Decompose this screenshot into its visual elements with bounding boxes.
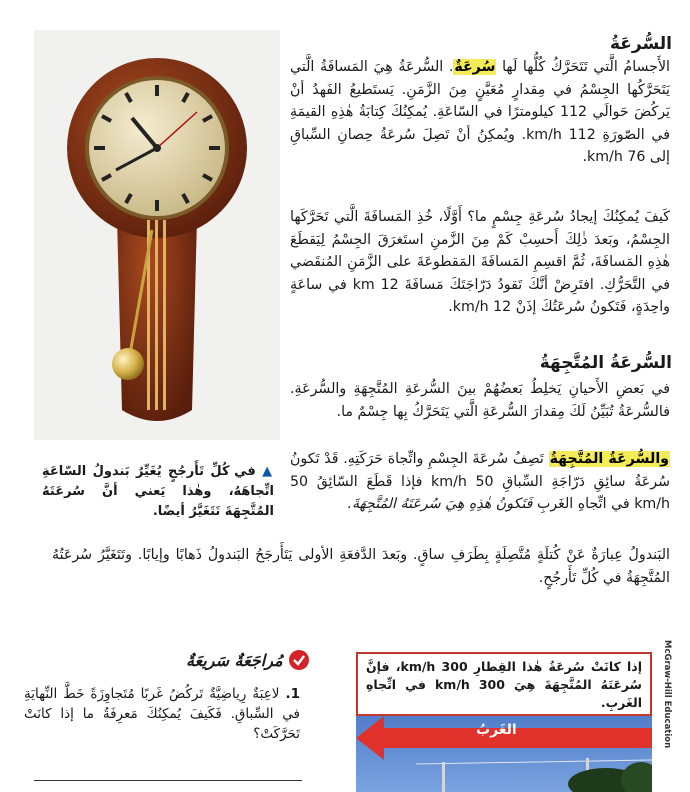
caption-triangle-icon: ▲ [262, 464, 275, 479]
velocity-heading: السُّرعَةُ المُتَّجِهَةُ [539, 353, 672, 373]
paragraph-text: تَصِفُ سُرعَةَ الجِسْمِ واتِّجاهَ حَرَكَتِهِ. قَدْ تَكونُ سُرعَةُ سائِقِ دَرّاجَةِ السِّباقِ 50 km/h فإذا قَطَعَ السّائِقُ 50 km/h في اتِّجاهِ الغَربِ [290, 451, 670, 512]
photo-credit [658, 640, 678, 790]
speed-heading: السُّرعَةُ [609, 34, 672, 54]
paragraph-text: الأَجسامُ الَّتي تَتَحَرَّكُ كُلُّها لَها [496, 59, 670, 75]
speed-term-highlight: سُرعَةٌ [454, 59, 496, 75]
quick-review-title [186, 650, 309, 670]
clock-caption [42, 462, 274, 522]
photo-credit-text: McGraw-Hill Education [662, 640, 672, 749]
velocity-confusion-paragraph: في بَعضِ الأَحيانِ يَخلِطُ بَعضُهُمْ بينَ السُّرعَةِ المُتَّجِهَةِ والسُّرعَةِ. فالسُّرعَةُ تُبَيِّنُ لَكَ مِقدارَ السُّرعَةِ الَّتي يَتَحَرَّكُ بِها جِسْمٌ ما. [290, 381, 670, 420]
velocity-term-highlight: والسُّرعَةُ المُتَّجِهَةُ [549, 451, 669, 467]
pendulum-clock-photo [34, 30, 280, 440]
answer-line [34, 780, 302, 781]
pendulum-paragraph: البَندولُ عِبارَةٌ عَنْ كُتلَةٍ مُتَّصِلَةٍ بِطَرَفِ ساقٍ. وبَعدَ الدَّفعَةِ الأولى يَتَأَرجَحُ البَندولُ ذَهابًا وإيابًا. وتَتَغَيَّرُ سُرعَتُهُ المُتَّجِهَةُ في كُلِّ تَأَرجُحٍ. [52, 547, 670, 586]
velocity-definition-paragraph [290, 448, 670, 516]
train-photo [356, 652, 652, 792]
question-text: لاعِبَةٌ رِياضِيَّةٌ تَركُضُ غَربًا مُتَجاوِزَةً خَطَّ النِّهايَةِ في السِّباقِ. فَكَيفَ يُمكِنُكَ مَعرِفَةُ ما إذا كانَتْ تَحَرَّكَتْ؟ [24, 686, 300, 742]
caption-text: في كُلِّ تَأَرجُحٍ يُغَيِّرُ بَندولُ السّاعَةِ اتِّجاهَهُ، وهٰذا يَعني أنَّ سُرعَتَهُ المُتَّجِهَةَ تَتَغَيَّرُ أيضًا. [42, 464, 274, 519]
quick-review-title-text: مُراجَعَةٌ سَريعَةٌ [186, 650, 283, 670]
paragraph-text: . السُّرعَةُ هِيَ المَسافَةُ الَّتي يَتَحَرَّكُها الجِسْمُ في مِقدارٍ مُعَيَّنٍ مِنَ الزَّمَنِ. يَستَطيعُ الفَهدُ أنْ يَركُضَ حَوالَي 112 كيلومترًا في السّاعَةِ. يُمكِنُكَ كِتابَةُ هٰذِهِ القيمَةِ في الصّورَةِ 112 km/h. ويُمكِنُ أنْ تَصِلَ سُرعَةُ حِصانِ السِّباقِ إلى 76 km/h. [290, 59, 671, 165]
check-icon [289, 650, 309, 670]
review-question [24, 684, 300, 744]
question-number: 1. [285, 686, 300, 702]
speed-definition-paragraph [290, 56, 670, 169]
train-info-box: إذا كانَتْ سُرعَةُ هٰذا القِطارِ 300 km/h، فإنَّ سُرعَتَهُ المُتَّجِهَةَ هِيَ 300 km/h في اتِّجاهِ الغَربِ. [356, 652, 652, 716]
west-direction-label: الغَربُ [476, 722, 517, 738]
paragraph-italic-text: فَتَكونُ هٰذِهِ هِيَ سُرعَتَهُ المُتَّجِهَةَ. [347, 496, 533, 512]
find-speed-paragraph: كَيفَ يُمكِنُكَ إيجادُ سُرعَةِ جِسْمٍ ما؟ أَوَّلًا، خُذِ المَسافَةَ الَّتي تَحَرَّكَها الجِسْمُ، وبَعدَ ذٰلِكَ أَحسِبْ كَمْ مِنَ الزَّمنِ استَغرَقَ الجِسْمُ لِيَقطَعَ هٰذِهِ المَسافَةَ، ثُمَّ اقسِمِ المَسافَةَ المَقطوعَةَ على الزَّمَنِ المُنقَضي في التَّحَرُّكِ. افتَرِضْ أنَّكَ تَقودُ دَرّاجَتَكَ مَسافَةَ 12 km في ساعَةٍ واحِدَةٍ، فَتَكونُ سُرعَتُكَ إذَنْ 12 km/h. [290, 209, 670, 315]
